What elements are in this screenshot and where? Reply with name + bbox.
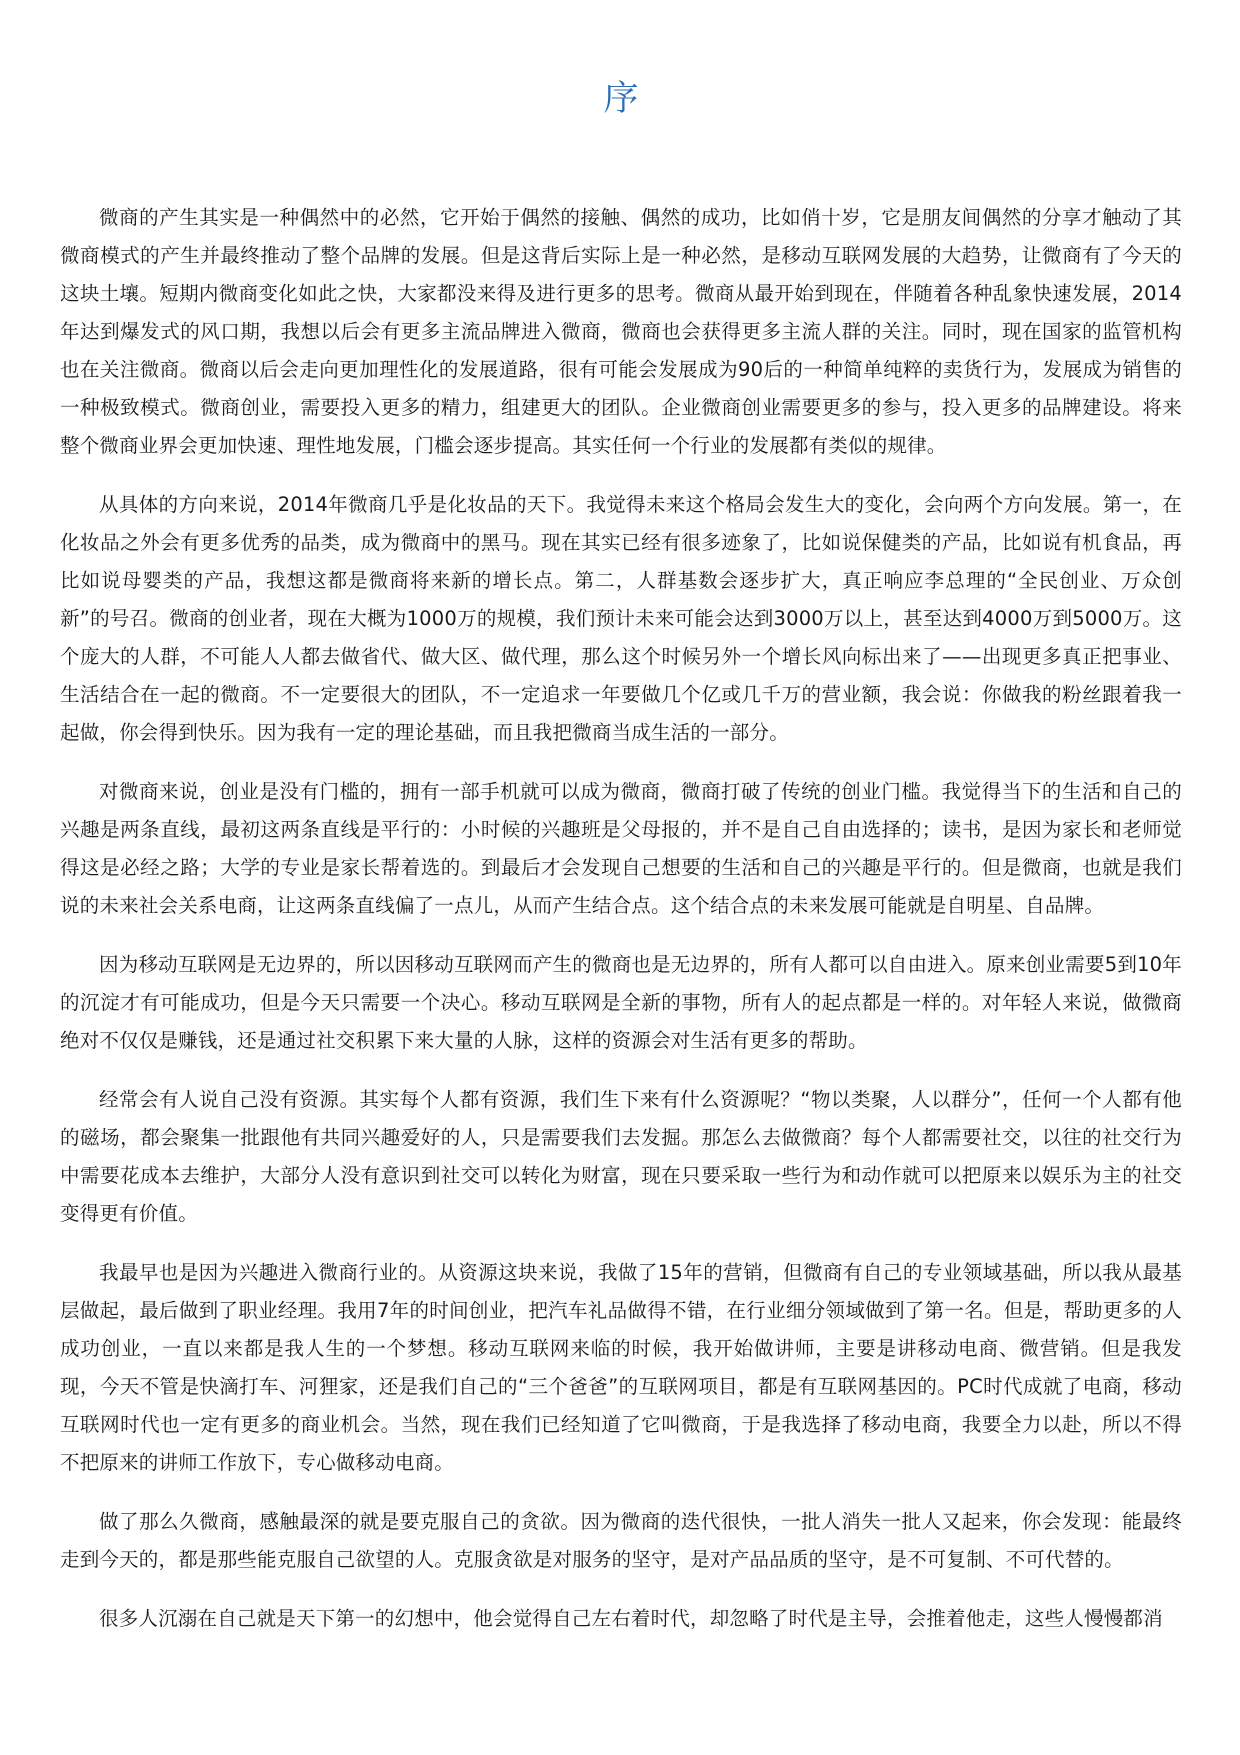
paragraph-4: 因为移动互联网是无边界的，所以因移动互联网而产生的微商也是无边界的，所有人都可以自由进入。原来创业需要5到10年的沉淀才有可能成功，但是今天只需要一个决心。移动互联网是全新的事物，所有人的起点都是一样的。对年轻人来说，做微商绝对不仅仅是赚钱，还是通过社交积累下来大量的人脉，这样的资源会对生活有更多的帮助。 [60,953,1182,1052]
paragraph-2: 从具体的方向来说，2014年微商几乎是化妆品的天下。我觉得未来这个格局会发生大的变化，会向两个方向发展。第一，在化妆品之外会有更多优秀的品类，成为微商中的黑马。现在其实已经有很多迹象了，比如说保健类的产品，比如说有机食品，再比如说母婴类的产品，我想这都是微商将来新的增长点。第二，人群基数会逐步扩大，真正响应李总理的“全民创业、万众创新”的号召。微商的创业者，现在大概为1000万的规模，我们预计未来可能会达到3000万以上，甚至达到4000万到5000万。这个庞大的人群，不可能人人都去做省代、做大区、做代理，那么这个时候另外一个增长风向标出来了——出现更多真正把事业、生活结合在一起的微商。不一定要很大的团队，不一定追求一年要做几个亿或几千万的营业额，我会说：你做我的粉丝跟着我一起做，你会得到快乐。因为我有一定的理论基础，而且我把微商当成生活的一部分。 [60,493,1182,744]
paragraph-1: 微商的产生其实是一种偶然中的必然，它开始于偶然的接触、偶然的成功，比如俏十岁，它是朋友间偶然的分享才触动了其微商模式的产生并最终推动了整个品牌的发展。但是这背后实际上是一种必然，是移动互联网发展的大趋势，让微商有了今天的这块土壤。短期内微商变化如此之快，大家都没来得及进行更多的思考。微商从最开始到现在，伴随着各种乱象快速发展，2014年达到爆发式的风口期，我想以后会有更多主流品牌进入微商，微商也会获得更多主流人群的关注。同时，现在国家的监管机构也在关注微商。微商以后会走向更加理性化的发展道路，很有可能会发展成为90后的一种简单纯粹的卖货行为，发展成为销售的一种极致模式。微商创业，需要投入更多的精力，组建更大的团队。企业微商创业需要更多的参与，投入更多的品牌建设。将来整个微商业界会更加快速、理性地发展，门槛会逐步提高。其实任何一个行业的发展都有类似的规律。 [60,206,1182,457]
paragraph-3: 对微商来说，创业是没有门槛的，拥有一部手机就可以成为微商，微商打破了传统的创业门槛。我觉得当下的生活和自己的兴趣是两条直线，最初这两条直线是平行的：小时候的兴趣班是父母报的，并不是自己自由选择的；读书，是因为家长和老师觉得这是必经之路；大学的专业是家长帮着选的。到最后才会发现自己想要的生活和自己的兴趣是平行的。但是微商，也就是我们说的未来社会关系电商，让这两条直线偏了一点儿，从而产生结合点。这个结合点的未来发展可能就是自明星、自品牌。 [60,780,1182,917]
paragraph-8: 很多人沉溺在自己就是天下第一的幻想中，他会觉得自己左右着时代，却忽略了时代是主导，会推着他走，这些人慢慢都消 [99,1607,1163,1630]
paragraph-7: 做了那么久微商，感触最深的就是要克服自己的贪欲。因为微商的迭代很快，一批人消失一批人又起来，你会发现：能最终走到今天的，都是那些能克服自己欲望的人。克服贪欲是对服务的坚守，是对产品品质的坚守，是不可复制、不可代替的。 [60,1510,1182,1571]
body-text [60,199,1182,1638]
paragraph-5: 经常会有人说自己没有资源。其实每个人都有资源，我们生下来有什么资源呢？“物以类聚，人以群分”，任何一个人都有他的磁场，都会聚集一批跟他有共同兴趣爱好的人，只是需要我们去发掘。那怎么去做微商？每个人都需要社交，以往的社交行为中需要花成本去维护，大部分人没有意识到社交可以转化为财富，现在只要采取一些行为和动作就可以把原来以娱乐为主的社交变得更有价值。 [60,1088,1182,1225]
paragraph-6: 我最早也是因为兴趣进入微商行业的。从资源这块来说，我做了15年的营销，但微商有自己的专业领域基础，所以我从最基层做起，最后做到了职业经理。我用7年的时间创业，把汽车礼品做得不错，在行业细分领域做到了第一名。但是，帮助更多的人成功创业，一直以来都是我人生的一个梦想。移动互联网来临的时候，我开始做讲师，主要是讲移动电商、微营销。但是我发现，今天不管是快滴打车、河狸家，还是我们自己的“三个爸爸”的互联网项目，都是有互联网基因的。PC时代成就了电商，移动互联网时代也一定有更多的商业机会。当然，现在我们已经知道了它叫微商，于是我选择了移动电商，我要全力以赴，所以不得不把原来的讲师工作放下，专心做移动电商。 [60,1261,1182,1474]
page-title: 序 [603,79,639,119]
